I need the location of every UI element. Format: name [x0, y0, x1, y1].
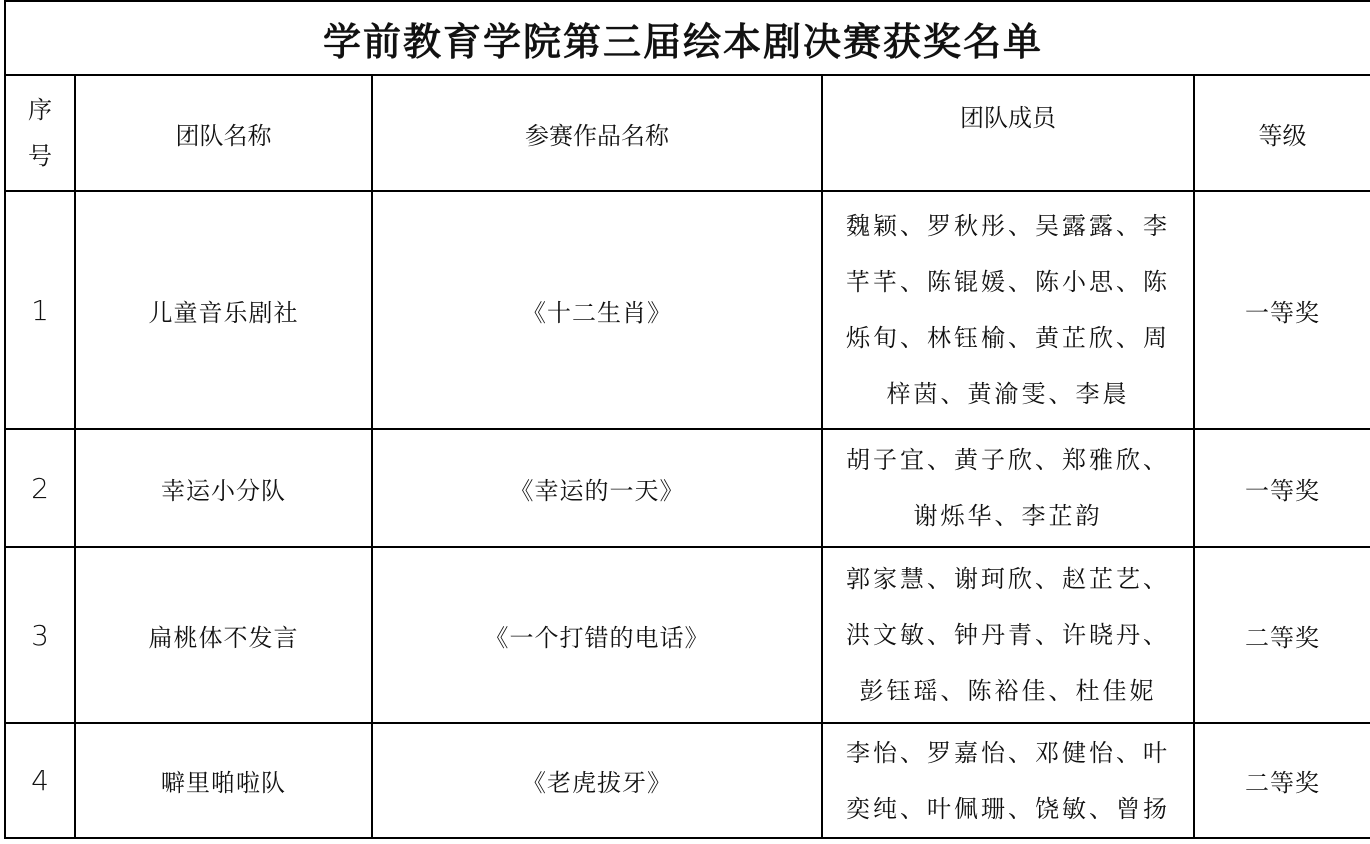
award-level: 二等奖 — [1194, 547, 1370, 723]
row-number: 1 — [5, 191, 75, 429]
member-line: 胡子宜、黄子欣、郑雅欣、 — [846, 446, 1170, 474]
team-members — [822, 547, 1194, 723]
table-row — [5, 547, 1370, 723]
member-line: 郭家慧、谢珂欣、赵芷艺、 — [846, 565, 1170, 593]
member-line: 彭钰瑶、陈裕佳、杜佳妮 — [859, 677, 1157, 705]
row-number: 4 — [5, 723, 75, 838]
title-cell — [5, 1, 1370, 75]
member-line: 洪文敏、钟丹青、许晓丹、 — [846, 621, 1170, 649]
member-line: 烁旬、林钰榆、黄芷欣、周 — [846, 324, 1170, 352]
member-line: 奕纯、叶佩珊、饶敏、曾扬 — [846, 794, 1170, 823]
team-members — [822, 723, 1194, 838]
header-no — [5, 75, 75, 191]
work-title: 《幸运的一天》 — [372, 429, 822, 547]
table-row — [5, 723, 1370, 838]
award-table — [4, 0, 1370, 839]
table-row — [5, 429, 1370, 547]
header-no-line1: 序 — [28, 96, 52, 124]
work-title: 《老虎拔牙》 — [372, 723, 822, 838]
work-title: 《十二生肖》 — [372, 191, 822, 429]
row-number: 3 — [5, 547, 75, 723]
team-members — [822, 191, 1194, 429]
page-title: 学前教育学院第三届绘本剧决赛获奖名单 — [323, 18, 1044, 64]
header-work: 参赛作品名称 — [372, 75, 822, 191]
team-name: 幸运小分队 — [75, 429, 372, 547]
member-line: 梓茵、黄渝雯、李晨 — [886, 380, 1130, 408]
team-name: 扁桃体不发言 — [75, 547, 372, 723]
team-members — [822, 429, 1194, 547]
member-line: 谢烁华、李芷韵 — [913, 502, 1103, 530]
team-name: 儿童音乐剧社 — [75, 191, 372, 429]
member-line: 魏颖、罗秋彤、吴露露、李 — [846, 212, 1170, 240]
work-title: 《一个打错的电话》 — [372, 547, 822, 723]
award-level: 二等奖 — [1194, 723, 1370, 838]
row-number: 2 — [5, 429, 75, 547]
member-line: 李怡、罗嘉怡、邓健怡、叶 — [846, 738, 1170, 767]
member-line: 芊芊、陈锟媛、陈小思、陈 — [846, 268, 1170, 296]
award-level: 一等奖 — [1194, 191, 1370, 429]
header-no-line2: 号 — [28, 142, 52, 170]
award-level: 一等奖 — [1194, 429, 1370, 547]
header-award: 等级 — [1194, 75, 1370, 191]
team-name: 噼里啪啦队 — [75, 723, 372, 838]
header-team: 团队名称 — [75, 75, 372, 191]
header-row — [5, 75, 1370, 191]
table-row — [5, 191, 1370, 429]
header-members: 团队成员 — [822, 75, 1194, 191]
